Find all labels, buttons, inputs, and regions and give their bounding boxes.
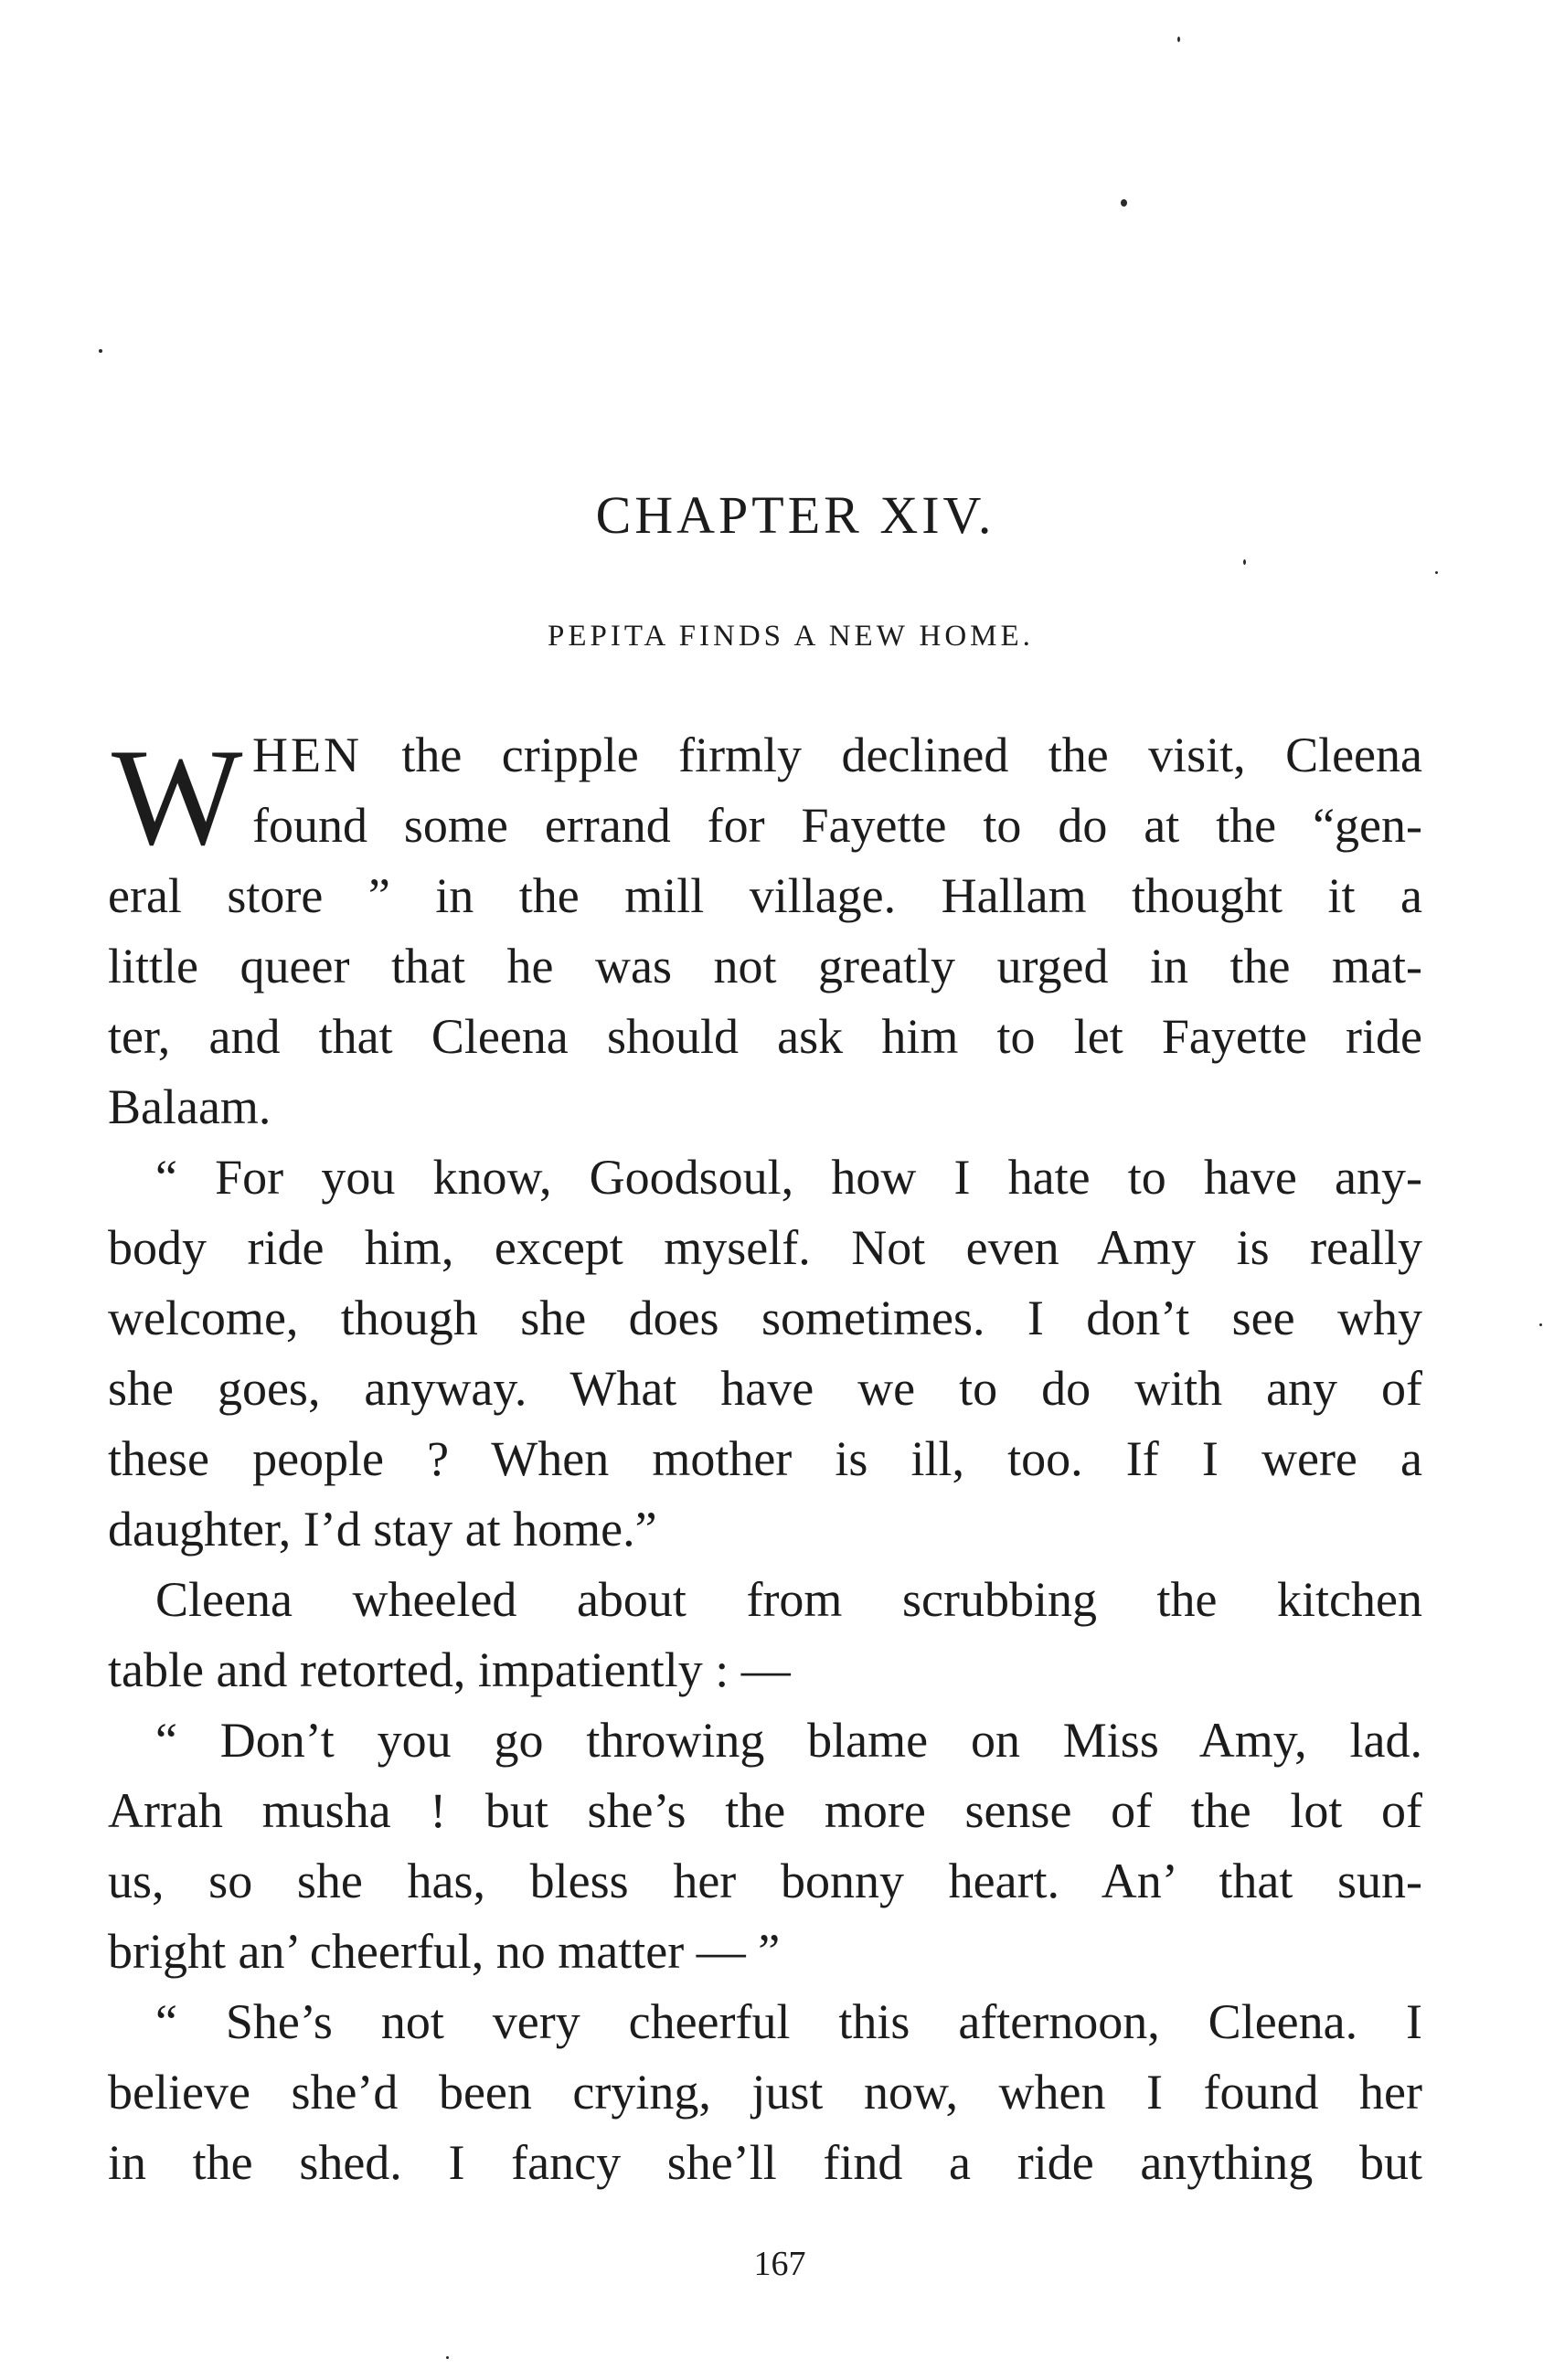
print-speck xyxy=(1435,571,1438,574)
text-line: in the shed. I fancy she’ll find a ride anything but xyxy=(108,2135,1422,2190)
text-line: Cleena wheeled about from scrubbing the kitchen xyxy=(155,1572,1422,1627)
print-speck xyxy=(99,349,102,353)
text-line: “ Don’t you go throwing blame on Miss Amy, lad. xyxy=(155,1713,1422,1768)
print-speck xyxy=(1243,559,1246,565)
chapter-title: CHAPTER XIV. xyxy=(595,485,995,545)
text-line: body ride him, except myself. Not even Amy is really xyxy=(108,1220,1422,1275)
print-speck xyxy=(1539,1323,1542,1326)
page-number: 167 xyxy=(753,2245,806,2283)
body-text xyxy=(108,720,1422,2198)
text-line-content: the cripple firmly declined the visit, Cleena xyxy=(361,728,1422,782)
text-line: us, so she has, bless her bonny heart. An’ that sun- xyxy=(108,1854,1422,1908)
drop-cap: W xyxy=(112,720,243,874)
chapter-subtitle: PEPITA FINDS A NEW HOME. xyxy=(548,620,1034,653)
text-line: daughter, I’d stay at home.” xyxy=(108,1502,657,1557)
text-line: table and retorted, impatiently : — xyxy=(108,1642,791,1697)
print-speck xyxy=(446,2356,449,2359)
text-line: she goes, anyway. What have we to do with any of xyxy=(108,1361,1422,1416)
print-speck xyxy=(1177,37,1180,42)
text-line: welcome, though she does sometimes. I don’t see why xyxy=(108,1291,1422,1345)
print-speck xyxy=(1121,199,1127,207)
text-line: bright an’ cheerful, no matter — ” xyxy=(108,1924,781,1979)
text-line: “ For you know, Goodsoul, how I hate to have any- xyxy=(155,1150,1422,1205)
text-line: found some errand for Fayette to do at the “gen- xyxy=(252,798,1422,853)
text-line: little queer that he was not greatly urged in the mat- xyxy=(108,939,1422,993)
text-line: believe she’d been crying, just now, when I found her xyxy=(108,2065,1422,2120)
text-line: ter, and that Cleena should ask him to let Fayette ride xyxy=(108,1009,1422,1064)
text-line: these people ? When mother is ill, too. If I were a xyxy=(108,1431,1422,1486)
text-line xyxy=(108,720,1422,791)
text-line: “ She’s not very cheerful this afternoon, Cleena. I xyxy=(155,1994,1422,2049)
first-word-rest: HEN xyxy=(252,728,362,782)
text-line: eral store ” in the mill village. Hallam thought it a xyxy=(108,868,1422,923)
text-line: Balaam. xyxy=(108,1079,271,1134)
text-line: Arrah musha ! but she’s the more sense of the lot of xyxy=(108,1783,1422,1838)
